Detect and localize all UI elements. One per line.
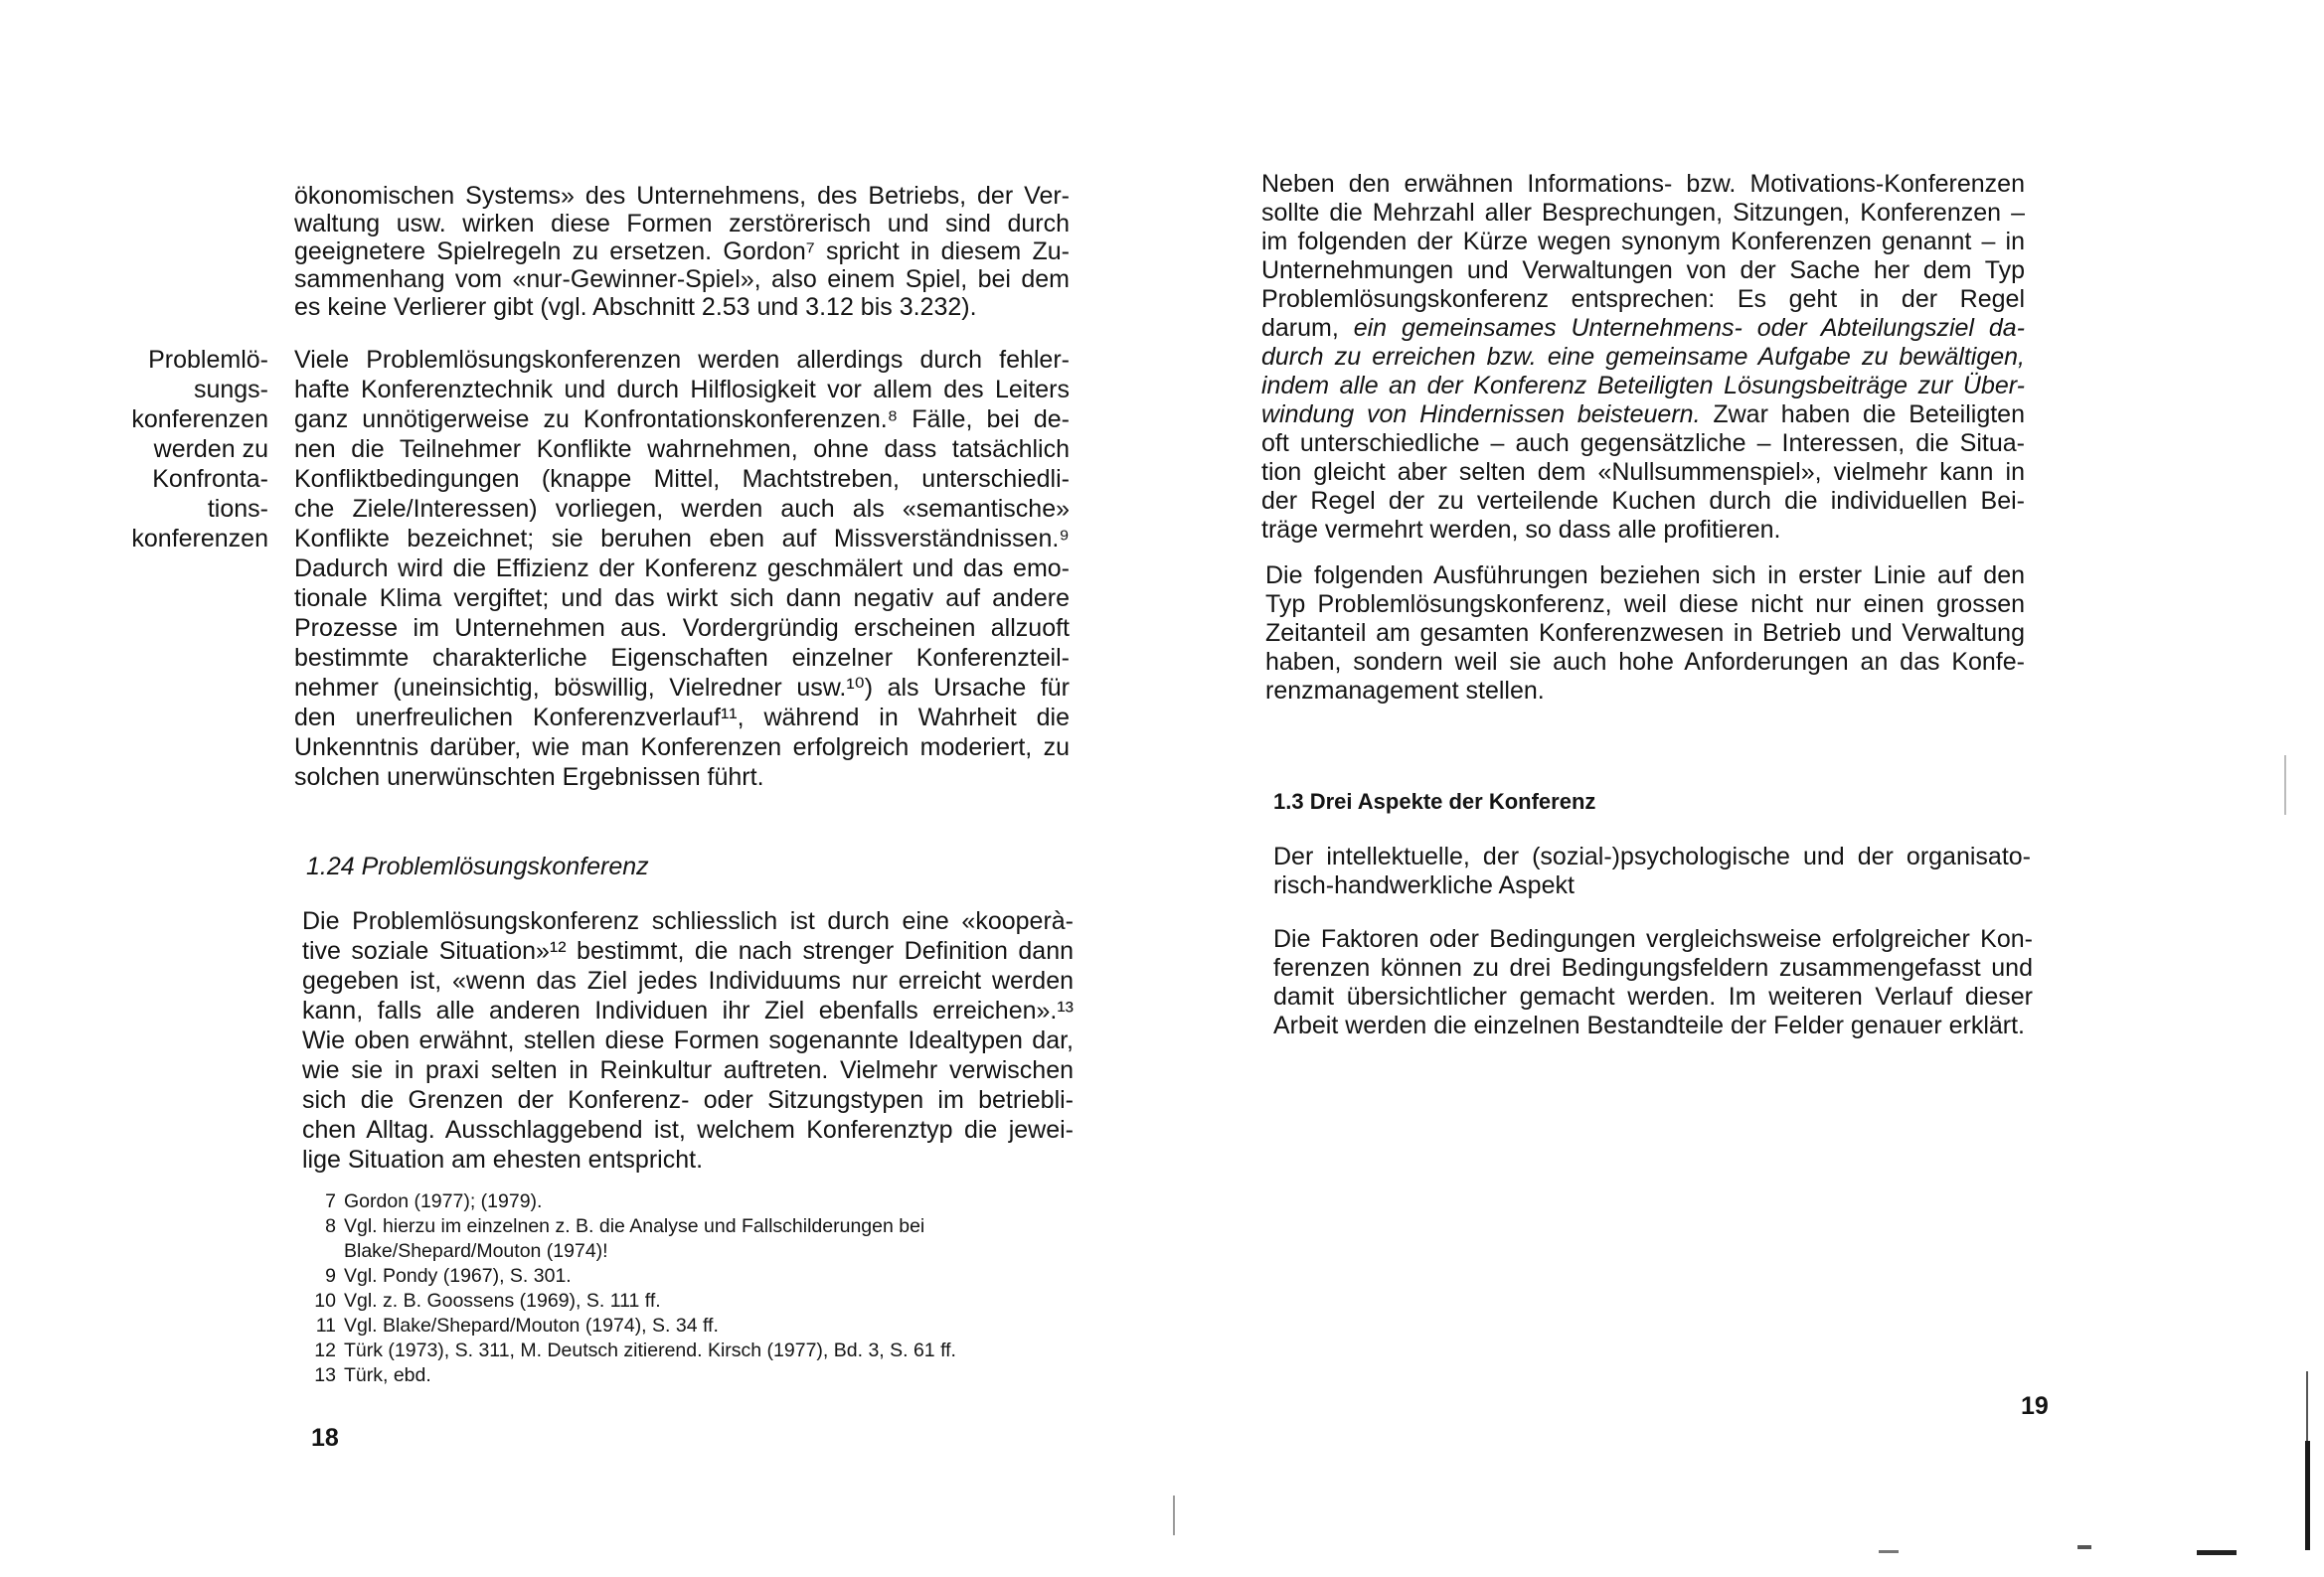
text-line: Wie oben erwähnt, stellen diese Formen sogenannte Idealtypen dar,: [302, 1026, 1074, 1054]
text-line: Zeitanteil am gesamten Konferenzwesen in Betrieb und Verwaltung: [1265, 619, 2025, 647]
text-line: solchen unerwünschten Ergebnissen führt.: [294, 763, 764, 791]
text-line: ganz unnötigerweise zu Konfrontationskonferenzen.⁸ Fälle, bei de-: [294, 405, 1070, 433]
page-number-left: 18: [311, 1424, 339, 1452]
footnote-text: Vgl. Blake/Shepard/Mouton (1974), S. 34 ff.: [344, 1315, 719, 1337]
text-line: sammenhang vom «nur-Gewinner-Spiel», also einem Spiel, bei dem: [294, 265, 1070, 293]
text-line: den unerfreulichen Konferenzverlauf¹¹, während in Wahrheit die: [294, 704, 1070, 731]
italic-span: windung von Hindernissen beisteuern.: [1261, 400, 1701, 428]
text-line: nen die Teilnehmer Konflikte wahrnehmen, ohne dass tatsächlich: [294, 435, 1070, 463]
text-line: wie sie in praxi selten in Reinkultur auftreten. Vielmehr verwischen: [302, 1056, 1074, 1084]
text-line: Konfliktbedingungen (knappe Mittel, Machtstreben, unterschiedli-: [294, 465, 1070, 493]
footnote-text: Türk, ebd.: [344, 1364, 431, 1386]
italic-span: ein gemeinsames Unternehmens- oder Abteilungsziel da-: [1353, 314, 2025, 342]
margin-note-line: sungs-: [193, 376, 268, 403]
text-line: kann, falls alle anderen Individuen ihr Ziel ebenfalls erreichen».¹³: [302, 997, 1074, 1025]
footnote-text: Blake/Shepard/Mouton (1974)!: [344, 1240, 608, 1262]
scan-speck: [1879, 1550, 1899, 1553]
text-line: geeignetere Spielregeln zu ersetzen. Gordon⁷ spricht in diesem Zu-: [294, 237, 1070, 265]
text-line: sollte die Mehrzahl aller Besprechungen, Sitzungen, Konferenzen –: [1261, 199, 2025, 227]
footnote: [306, 1239, 608, 1263]
right-page: [1162, 0, 2324, 1577]
text-line: im folgenden der Kürze wegen synonym Konferenzen genannt – in: [1261, 228, 2025, 255]
footnote: [306, 1264, 572, 1288]
margin-note-line: konferenzen: [131, 525, 268, 552]
text-line: gegeben ist, «wenn das Ziel jedes Individuums nur erreicht werden: [302, 967, 1074, 995]
footnote-number: 8: [325, 1215, 336, 1237]
text-line: Die Faktoren oder Bedingungen vergleichsweise erfolgreicher Kon-: [1273, 925, 2033, 953]
text-line: [1261, 313, 2025, 343]
binding-edge-shape: [2302, 1371, 2312, 1550]
text-span: Zwar haben die Beteiligten: [1700, 400, 2025, 428]
footnote-number: 13: [314, 1364, 336, 1386]
section-heading: 1.3 Drei Aspekte der Konferenz: [1273, 789, 1596, 814]
text-line: es keine Verlierer gibt (vgl. Abschnitt 2.53 und 3.12 bis 3.232).: [294, 293, 977, 321]
text-line: träge vermehrt werden, so dass alle profitieren.: [1261, 516, 1781, 544]
scan-speck: [2284, 755, 2286, 815]
text-line: oft unterschiedliche – auch gegensätzliche – Interessen, die Situa-: [1261, 429, 2025, 457]
page-number-right: 19: [2021, 1392, 2049, 1420]
text-line: waltung usw. wirken diese Formen zerstörerisch und sind durch: [294, 210, 1070, 237]
text-line: der Regel der zu verteilende Kuchen durch die individuellen Bei-: [1261, 487, 2025, 515]
footnote: [306, 1214, 924, 1238]
margin-note-line: konferenzen: [131, 405, 268, 433]
scan-binding-mark: [2302, 1371, 2312, 1550]
text-line: tive soziale Situation»¹² bestimmt, die nach strenger Definition dann: [302, 937, 1074, 965]
text-line: Neben den erwähnen Informations- bzw. Motivations-Konferenzen: [1261, 170, 2025, 198]
text-line: tionale Klima vergiftet; und das wirkt sich dann negativ auf andere: [294, 584, 1070, 612]
footnote: [306, 1339, 956, 1362]
text-line: lige Situation am ehesten entspricht.: [302, 1146, 704, 1174]
footnote-number: 11: [315, 1315, 336, 1337]
text-line: haben, sondern weil sie auch hohe Anforderungen an das Konfe-: [1265, 648, 2025, 676]
text-line: sich die Grenzen der Konferenz- oder Sitzungstypen im betriebli-: [302, 1086, 1074, 1114]
text-line: Die folgenden Ausführungen beziehen sich in erster Linie auf den: [1265, 561, 2025, 589]
text-line: Problemlösungskonferenz entsprechen: Es geht in der Regel: [1261, 285, 2025, 313]
text-line: Unkenntnis darüber, wie man Konferenzen erfolgreich moderiert, zu: [294, 733, 1070, 761]
text-line: durch zu erreichen bzw. eine gemeinsame Aufgabe zu bewältigen,: [1261, 343, 2025, 371]
scan-speck: [2077, 1545, 2091, 1549]
scan-speck: [1173, 1496, 1175, 1535]
text-line: Prozesse im Unternehmen aus. Vordergründig erscheinen allzuoft: [294, 614, 1070, 642]
footnote-text: Gordon (1977); (1979).: [344, 1190, 543, 1212]
footnote-text: Türk (1973), S. 311, M. Deutsch zitierend. Kirsch (1977), Bd. 3, S. 61 ff.: [344, 1340, 956, 1361]
footnote: [306, 1189, 542, 1213]
text-line: chen Alltag. Ausschlaggebend ist, welchem Konferenztyp die jewei-: [302, 1116, 1074, 1144]
text-line: damit übersichtlicher gemacht werden. Im weiteren Verlauf dieser: [1273, 983, 2033, 1011]
footnote: [306, 1363, 431, 1387]
footnote-number: 12: [314, 1340, 336, 1361]
text-line: risch-handwerkliche Aspekt: [1273, 871, 1575, 899]
footnote-number: 10: [314, 1290, 336, 1312]
text-line: ökonomischen Systems» des Unternehmens, des Betriebs, der Ver-: [294, 182, 1070, 210]
footnote-text: Vgl. hierzu im einzelnen z. B. die Analyse und Fallschilderungen bei: [344, 1215, 925, 1237]
text-line: Die Problemlösungskonferenz schliesslich ist durch eine «kooperà-: [302, 907, 1074, 935]
text-line: Viele Problemlösungskonferenzen werden allerdings durch fehler-: [294, 346, 1070, 374]
margin-note-line: werden zu: [153, 435, 268, 463]
text-line: indem alle an der Konferenz Beteiligten Lösungsbeiträge zur Über-: [1261, 372, 2025, 399]
text-line: che Ziele/Interessen) vorliegen, werden auch als «semantische»: [294, 495, 1070, 523]
text-line: ferenzen können zu drei Bedingungsfeldern zusammengefasst und: [1273, 954, 2033, 982]
text-line: [1261, 399, 2025, 429]
text-line: bestimmte charakterliche Eigenschaften einzelner Konferenzteil-: [294, 644, 1070, 672]
margin-note-line: tions-: [207, 495, 268, 523]
text-line: Arbeit werden die einzelnen Bestandteile der Felder genauer erklärt.: [1273, 1012, 2026, 1039]
text-line: renzmanagement stellen.: [1265, 677, 1545, 705]
text-span: darum,: [1261, 314, 1354, 342]
footnote: [306, 1289, 661, 1313]
text-line: Dadurch wird die Effizienz der Konferenz geschmälert und das emo-: [294, 554, 1070, 582]
margin-note: [99, 345, 268, 553]
section-heading: 1.24 Problemlösungskonferenz: [306, 853, 649, 880]
footnote-text: Vgl. z. B. Goossens (1969), S. 111 ff.: [344, 1290, 661, 1312]
text-line: Der intellektuelle, der (sozial-)psychologische und der organisato-: [1273, 843, 2031, 870]
text-line: tion gleicht aber selten dem «Nullsummenspiel», vielmehr kann in: [1261, 458, 2025, 486]
text-line: hafte Konferenztechnik und durch Hilflosigkeit vor allem des Leiters: [294, 376, 1070, 403]
text-line: nehmer (uneinsichtig, böswillig, Vielredner usw.¹⁰) als Ursache für: [294, 674, 1070, 702]
footnote-number: 9: [325, 1265, 336, 1287]
footnote: [306, 1314, 719, 1338]
margin-note-line: Konfronta-: [152, 465, 268, 493]
footnote-number: 7: [325, 1190, 336, 1212]
footnote-text: Vgl. Pondy (1967), S. 301.: [344, 1265, 572, 1287]
scan-speck: [2197, 1550, 2237, 1555]
text-line: Typ Problemlösungskonferenz, weil diese nicht nur einen grossen: [1265, 590, 2025, 618]
text-line: Konflikte bezeichnet; sie beruhen eben auf Missverständnissen.⁹: [294, 525, 1070, 552]
margin-note-line: Problemlö-: [148, 346, 268, 374]
text-line: Unternehmungen und Verwaltungen von der Sache her dem Typ: [1261, 256, 2025, 284]
